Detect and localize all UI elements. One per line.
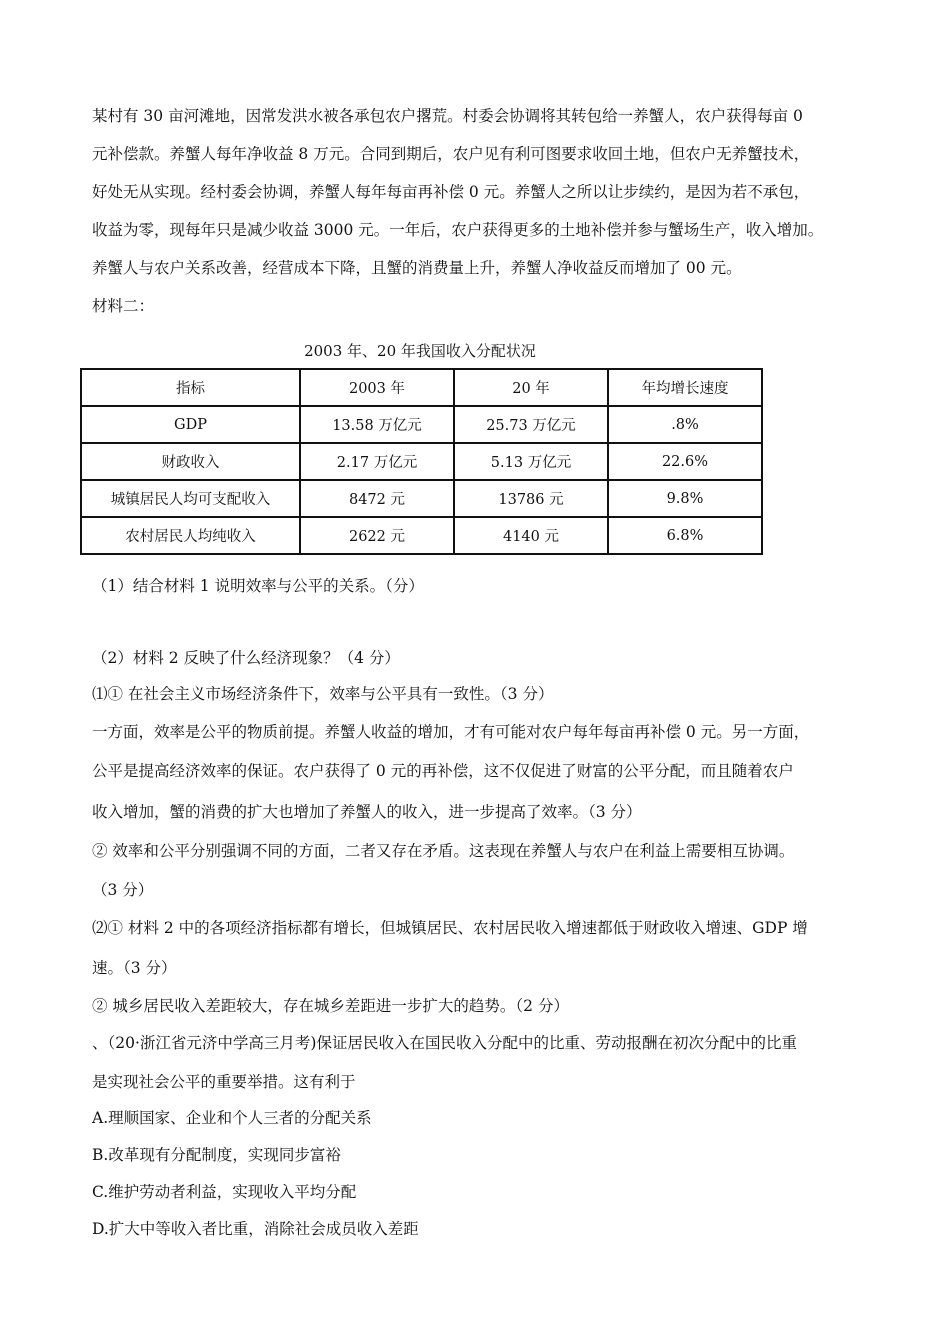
mcq-stem-line: 、（20·浙江省元济中学高三月考)保证居民收入在国民收入分配中的比重、劳动报酬在初次分配中的比重 bbox=[92, 1034, 797, 1052]
income-table-block bbox=[92, 334, 763, 555]
table-cell: 25.73 万亿元 bbox=[454, 406, 608, 443]
answer-two-point-one: ⑵① 材料 2 中的各项经济指标都有增长，但城镇居民、农村居民收入增速都低于财政收入增速、GDP 增 bbox=[92, 919, 808, 937]
table-header-cell: 指标 bbox=[81, 369, 300, 406]
mcq-option-d: D.扩大中等收入者比重，消除社会成员收入差距 bbox=[92, 1220, 419, 1238]
answer-two-point-two: ② 城乡居民收入差距较大，存在城乡差距进一步扩大的趋势。（2 分） bbox=[92, 997, 569, 1015]
table-cell: 财政收入 bbox=[81, 443, 300, 480]
question-two: （2）材料 2 反映了什么经济现象？（4 分） bbox=[92, 649, 400, 667]
table-row bbox=[81, 406, 762, 443]
answer-two-point-one-cont: 速。（3 分） bbox=[92, 959, 177, 977]
table-header-cell: 20 年 bbox=[454, 369, 608, 406]
table-cell: 2.17 万亿元 bbox=[300, 443, 454, 480]
table-row bbox=[81, 443, 762, 480]
table-cell: 13.58 万亿元 bbox=[300, 406, 454, 443]
table-header-cell: 年均增长速度 bbox=[608, 369, 762, 406]
table-cell: 农村居民人均纯收入 bbox=[81, 517, 300, 554]
answer-one-point-two-score: （3 分） bbox=[92, 881, 154, 899]
mcq-option-b: B.改革现有分配制度，实现同步富裕 bbox=[92, 1146, 341, 1164]
question-one: （1）结合材料 1 说明效率与公平的关系。（分） bbox=[92, 577, 424, 595]
answer-one-head: ⑴① 在社会主义市场经济条件下，效率与公平具有一致性。（3 分） bbox=[92, 685, 554, 703]
table-caption: 2003 年、20 年我国收入分配状况 bbox=[304, 342, 536, 360]
table-row bbox=[81, 517, 762, 554]
table-cell: 城镇居民人均可支配收入 bbox=[81, 480, 300, 517]
table-cell: .8% bbox=[608, 406, 762, 443]
material-one-line: 元补偿款。养蟹人每年净收益 8 万元。合同到期后，农户见有利可图要求收回土地，但农户无养蟹技术， bbox=[92, 145, 810, 163]
answer-one-body-line: 一方面，效率是公平的物质前提。养蟹人收益的增加，才有可能对农户每年每亩再补偿 0 元。另一方面， bbox=[92, 723, 810, 741]
mcq-stem-line: 是实现社会公平的重要举措。这有利于 bbox=[92, 1073, 356, 1091]
table-cell: 9.8% bbox=[608, 480, 762, 517]
table-row bbox=[81, 480, 762, 517]
mcq-option-a: A.理顺国家、企业和个人三者的分配关系 bbox=[92, 1109, 372, 1127]
table-cell: 2622 元 bbox=[300, 517, 454, 554]
answer-one-body-line: 公平是提高经济效率的保证。农户获得了 0 元的再补偿，这不仅促进了财富的公平分配，而且随着农户 bbox=[92, 762, 794, 780]
table-cell: 22.6% bbox=[608, 443, 762, 480]
answer-one-body-line: 收入增加，蟹的消费的扩大也增加了养蟹人的收入，进一步提高了效率。（3 分） bbox=[92, 803, 642, 821]
mcq-option-c: C.维护劳动者利益，实现收入平均分配 bbox=[92, 1183, 357, 1201]
table-cell: 4140 元 bbox=[454, 517, 608, 554]
material-one-line: 好处无从实现。经村委会协调，养蟹人每年每亩再补偿 0 元。养蟹人之所以让步续约，是因为若不承包， bbox=[92, 183, 810, 201]
table-cell: 13786 元 bbox=[454, 480, 608, 517]
table-header-cell: 2003 年 bbox=[300, 369, 454, 406]
table-header-row bbox=[81, 369, 762, 406]
table-cell: 6.8% bbox=[608, 517, 762, 554]
material-one-line: 收益为零，现每年只是减少收益 3000 元。一年后，农户获得更多的土地补偿并参与蟹场生产，收入增加。 bbox=[92, 221, 824, 239]
material-one-line: 某村有 30 亩河滩地，因常发洪水被各承包农户撂荒。村委会协调将其转包给一养蟹人，农户获得每亩 0 bbox=[92, 107, 803, 125]
income-distribution-table bbox=[80, 368, 763, 555]
table-cell: GDP bbox=[81, 406, 300, 443]
answer-one-point-two: ② 效率和公平分别强调不同的方面，二者又存在矛盾。这表现在养蟹人与农户在利益上需要相互协调。 bbox=[92, 842, 795, 860]
material-two-label: 材料二： bbox=[92, 297, 155, 315]
table-cell: 8472 元 bbox=[300, 480, 454, 517]
material-one-line: 养蟹人与农户关系改善，经营成本下降，且蟹的消费量上升，养蟹人净收益反而增加了 00 元。 bbox=[92, 259, 742, 277]
table-cell: 5.13 万亿元 bbox=[454, 443, 608, 480]
